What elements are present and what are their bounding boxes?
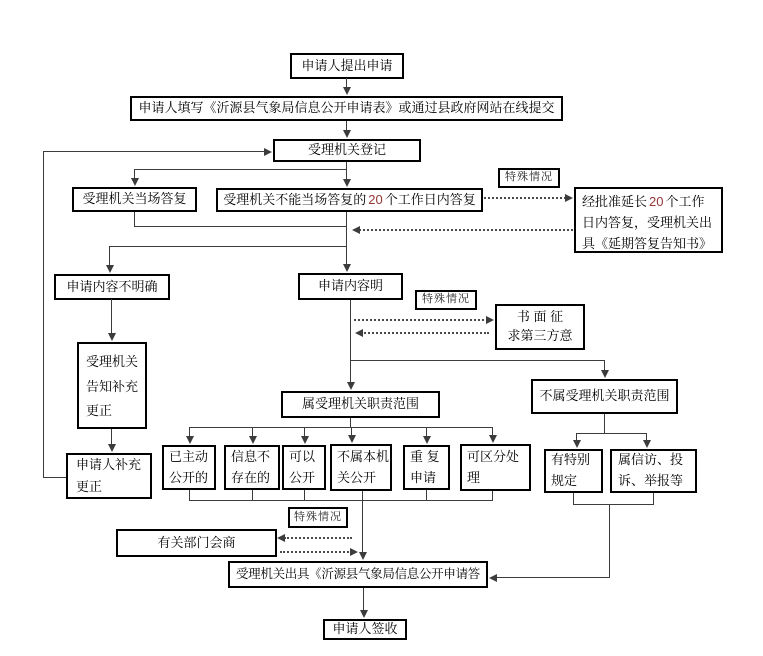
arrowhead-down: [343, 87, 351, 95]
arrowhead-right: [486, 316, 494, 324]
node-apply: 申请人提出申请: [290, 53, 404, 79]
node-onspot-reply: 受理机关当场答复: [72, 187, 197, 212]
arrowhead-left: [352, 226, 360, 234]
node-petition: [610, 449, 697, 493]
label-special-case-2: 特殊情况: [415, 290, 477, 310]
arrowhead-down: [108, 333, 116, 341]
info-not-exist-line2: 存在的: [231, 469, 271, 485]
arrowhead-down: [347, 382, 355, 390]
node-third-party: [495, 304, 585, 350]
arrowhead-left: [489, 574, 497, 582]
extended-reply-number: 20: [649, 194, 664, 209]
node-register: 受理机关登记: [273, 139, 421, 162]
arrowhead-down: [249, 436, 257, 444]
third-party-line1: 书 面 征: [516, 309, 564, 325]
separable-line1: 可区分处: [467, 448, 520, 464]
dashed-connector: [354, 319, 488, 321]
arrowhead-left: [277, 534, 285, 542]
node-extended-reply: [574, 187, 723, 253]
arrowhead-down: [573, 440, 581, 448]
node-content-unclear: 申请内容不明确: [54, 274, 170, 300]
arrowhead-right: [264, 148, 272, 156]
petition-line1: 属信访、投: [618, 452, 684, 468]
arrowhead-right: [350, 548, 358, 556]
special-rule-line1: 有特别: [551, 452, 591, 468]
node-out-scope: 不属受理机关职责范围: [531, 379, 678, 414]
deadline-reply-text: 受理机关不能当场答复的: [223, 191, 367, 207]
connector-line: [43, 151, 265, 152]
connector-line: [495, 577, 610, 578]
dashed-connector: [359, 229, 573, 231]
node-notify-supplement: 受理机关告知补充更正: [77, 342, 147, 429]
connector-line: [576, 433, 647, 434]
arrowhead-down: [348, 435, 356, 443]
arrowhead-down: [601, 370, 609, 378]
connector-line: [346, 212, 347, 267]
connector-line: [350, 300, 351, 385]
connector-line: [362, 491, 363, 555]
not-this-org-line1: 不属本机: [337, 448, 390, 464]
third-party-line2: 求第三方意: [507, 328, 573, 343]
petition-line2: 诉、举报等: [618, 473, 684, 488]
connector-line: [189, 427, 493, 428]
connector-line: [111, 299, 112, 335]
arrowhead-down: [343, 179, 351, 187]
node-deadline-reply: [216, 188, 483, 212]
repeat-apply-line1: 重 复: [410, 448, 440, 464]
info-not-exist-line1: 信息不: [231, 448, 271, 464]
separable-line2: 理: [467, 469, 481, 485]
not-this-org-line2: 关公开: [337, 469, 377, 485]
connector-line: [609, 504, 610, 577]
already-public-line2: 公开的: [169, 469, 209, 485]
node-fill-form: 申请人填写《沂源县气象局信息公开申请表》或通过县政府网站在线提交: [130, 96, 563, 121]
node-special-rule: [544, 449, 603, 493]
connector-line: [43, 151, 44, 477]
connector-line: [350, 360, 605, 361]
deadline-reply-text2: 个工作日内答复: [384, 191, 476, 207]
already-public-line1: 已主动: [169, 448, 209, 464]
node-issue-reply: 受理机关出具《沂源县气象局信息公开申请答: [228, 561, 488, 588]
node-repeat-apply: [403, 445, 450, 490]
node-dept-consult: 有关部门会商: [116, 529, 277, 557]
can-public-line2: 公开: [289, 469, 316, 485]
node-separable: [460, 444, 531, 491]
repeat-apply-line2: 申请: [410, 469, 437, 485]
node-not-this-org: [330, 444, 392, 491]
label-special-case-1: 特殊情况: [498, 168, 560, 188]
dashed-connector: [484, 197, 566, 199]
node-content-clear: 申请内容明: [298, 273, 403, 300]
arrowhead-down: [643, 440, 651, 448]
arrowhead-down: [106, 265, 114, 273]
dashed-connector: [361, 332, 489, 334]
arrowhead-down: [301, 436, 309, 444]
dashed-connector: [284, 537, 352, 539]
connector-line: [43, 477, 66, 478]
arrowhead-down: [108, 444, 116, 452]
arrowhead-down: [489, 435, 497, 443]
connector-line: [604, 414, 605, 433]
connector-line: [134, 212, 135, 227]
connector-line: [109, 246, 110, 267]
connector-line: [573, 504, 654, 505]
arrowhead-down: [343, 264, 351, 272]
node-applicant-supplement: [66, 453, 152, 499]
applicant-supplement-line2: 更正: [76, 479, 103, 494]
extended-reply-text: 经批准延长: [582, 194, 648, 209]
applicant-supplement-line1: 申请人补充: [76, 456, 142, 472]
connector-line: [363, 588, 364, 612]
arrowhead-down: [131, 178, 139, 186]
deadline-reply-number: 20: [368, 191, 383, 207]
dashed-connector: [280, 551, 352, 553]
arrowhead-down: [359, 552, 367, 560]
arrowhead-down: [186, 436, 194, 444]
connector-line: [134, 169, 347, 170]
extended-reply-text2: 个工作日内答复，受理机关出具《延期答复告知书》: [582, 194, 713, 251]
connector-line: [134, 226, 347, 227]
node-in-scope: 属受理机关职责范围: [281, 391, 440, 418]
arrowhead-down: [343, 130, 351, 138]
arrowhead-down: [423, 436, 431, 444]
node-info-not-exist: [224, 445, 280, 490]
node-already-public: [162, 445, 216, 490]
arrowhead-right: [565, 194, 573, 202]
node-can-public: [282, 445, 326, 490]
arrowhead-left: [355, 329, 363, 337]
special-rule-line2: 规定: [551, 473, 578, 488]
label-special-case-3: 特殊情况: [288, 507, 348, 528]
connector-line: [189, 500, 493, 501]
node-sign-receive: 申请人签收: [323, 619, 407, 640]
can-public-line1: 可以: [289, 448, 316, 464]
arrowhead-down: [360, 610, 368, 618]
connector-line: [109, 246, 347, 247]
